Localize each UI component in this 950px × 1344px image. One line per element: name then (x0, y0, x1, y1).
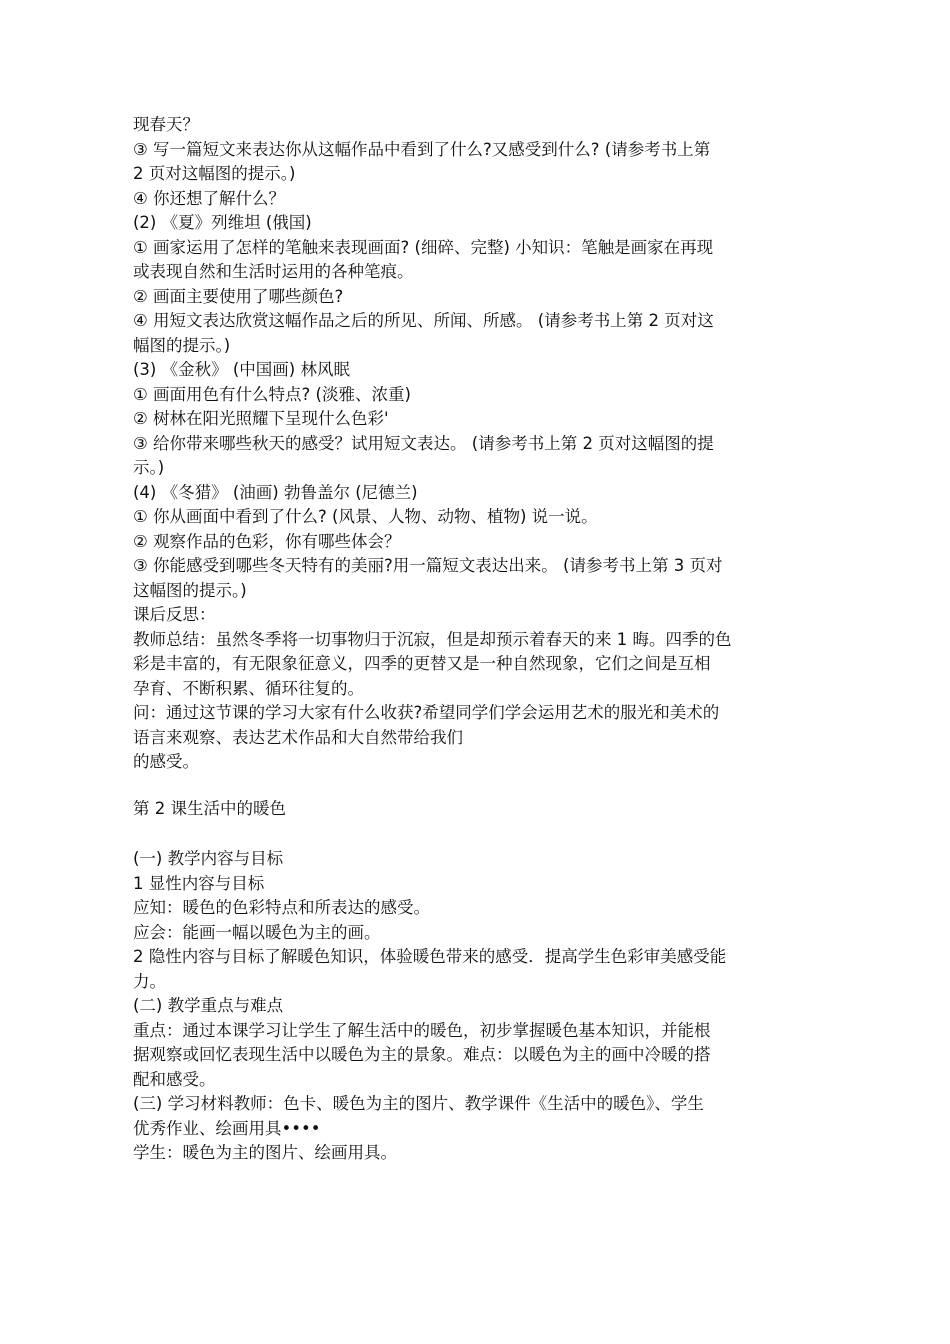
section-heading: (3) 《金秋》 (中国画) 林风眠 (133, 360, 350, 379)
text-line: ③ 你能感受到哪些冬天特有的美丽?用一篇短文表达出来。 (请参考书上第 3 页对 (133, 556, 723, 575)
text-line: 教师总结：虽然冬季将一切事物归于沉寂，但是却预示着春天的来 1 晦。四季的色 (133, 629, 732, 649)
text-line: 这幅图的提示。) (133, 580, 247, 600)
text-line: ③ 写一篇短文来表达你从这幅作品中看到了什么?又感受到什么? (请参考书上第 (133, 139, 711, 159)
blank-line (133, 775, 823, 797)
text-line: ① 画面用色有什么特点? (淡雅、浓重) (133, 384, 411, 404)
text-line: 课后反思： (133, 605, 216, 624)
text-line: 学生：暖色为主的图片、绘画用具。 (133, 1143, 397, 1162)
text-line: 的感受。 (133, 752, 199, 771)
text-line: 2 隐性内容与目标了解暖色知识，体验暖色带来的感受．提高学生色彩审美感受能 (133, 947, 727, 966)
text-line: ① 画家运用了怎样的笔触来表现画面? (细碎、完整) 小知识：笔触是画家在再现 (133, 237, 714, 257)
text-line: 或表现自然和生活时运用的各种笔痕。 (133, 262, 414, 281)
section-heading: (2) 《夏》列维坦 (俄国) (133, 213, 312, 232)
section-heading: (一) 教学内容与目标 (133, 849, 284, 868)
text-line: 重点：通过本课学习让学生了解生活中的暖色，初步掌握暖色基本知识，并能根 (133, 1020, 711, 1040)
text-line: 配和感受。 (133, 1069, 216, 1089)
text-line: ③ 给你带来哪些秋天的感受？试用短文表达。 (请参考书上第 2 页对这幅图的提 (133, 433, 714, 453)
text-line: 孕育、不断积累、循环往复的。 (133, 678, 364, 698)
blank-line (133, 821, 823, 847)
lesson-title: 第 2 课生活中的暖色 (133, 798, 286, 818)
text-line: 力。 (133, 971, 166, 991)
text-line: 据观察或回忆表现生活中以暖色为主的景象。难点：以暖色为主的画中冷暖的搭 (133, 1045, 711, 1064)
text-line: ② 观察作品的色彩，你有哪些体会？ (133, 531, 401, 551)
text-line: 问：通过这节课的学习大家有什么收获?希望同学们学会运用艺术的服光和美术的 (133, 703, 720, 722)
section-heading: (三) 学习材料教师：色卡、暖色为主的图片、教学课件《生活中的暖色》、学生 (133, 1094, 704, 1113)
text-line: 应会：能画一幅以暖色为主的画。 (133, 922, 381, 942)
text-line: ② 画面主要使用了哪些颜色? (133, 286, 344, 306)
text-line: 语言来观察、表达艺术作品和大自然带给我们 (133, 727, 463, 747)
text-line: ② 树林在阳光照耀下呈现什么色彩' (133, 409, 389, 428)
text-line: ① 你从画面中看到了什么? (风景、人物、动物、植物) 说一说。 (133, 507, 598, 526)
section-heading: (4) 《冬猎》 (油画) 勃鲁盖尔 (尼德兰) (133, 482, 418, 502)
text-line: 彩是丰富的，有无限象征意义，四季的更替又是一种自然现象，它们之间是互相 (133, 654, 711, 673)
document-page (133, 113, 823, 1166)
text-line: 示。) (133, 458, 165, 477)
text-line: 幅图的提示。) (133, 335, 231, 355)
section-heading: (二) 教学重点与难点 (133, 996, 284, 1015)
text-line: 1 显性内容与目标 (133, 873, 265, 893)
text-line: ④ 用短文表达欣赏这幅作品之后的所见、所闻、所感。 (请参考书上第 2 页对这 (133, 311, 714, 330)
text-line: 2 页对这幅图的提示。) (133, 164, 296, 183)
text-line: ④ 你还想了解什么？ (133, 188, 286, 208)
text-line: 优秀作业、绘画用具•••• (133, 1118, 321, 1138)
text-line: 应知：暖色的色彩特点和所表达的感受。 (133, 898, 430, 917)
text-line: 现春天？ (133, 115, 199, 134)
